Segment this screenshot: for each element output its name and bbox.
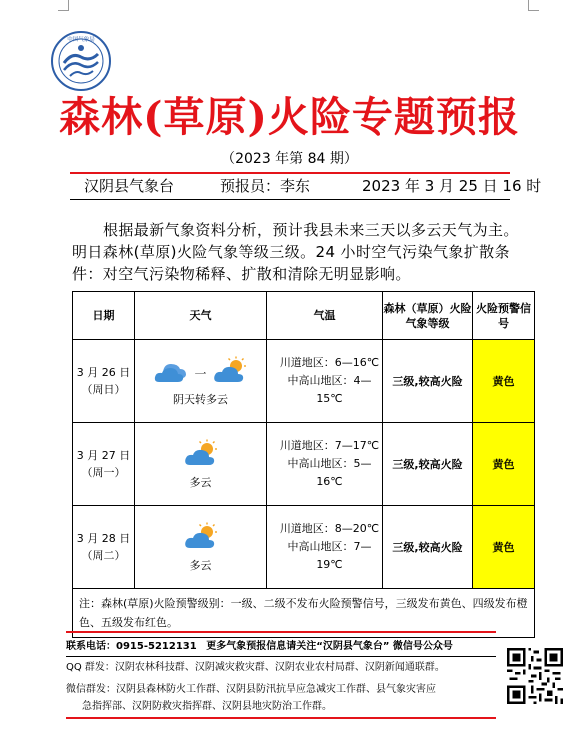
date-text: 3 月 27 日	[76, 449, 131, 462]
warning-signal: 黄色	[473, 506, 535, 589]
date-text: 3 月 28 日	[76, 532, 131, 545]
forecast-weather	[135, 340, 267, 423]
weather-text: 多云	[189, 475, 212, 489]
follow-notice: 更多气象预报信息请关注“汉阴县气象台” 微信号公众号	[206, 641, 453, 652]
forecast-date	[73, 423, 135, 506]
partly-cloudy-icon	[213, 356, 247, 384]
cma-logo	[50, 30, 112, 92]
weather-icons	[154, 356, 246, 384]
weekday-text: （周二）	[81, 549, 126, 562]
forecast-date	[73, 506, 135, 589]
fire-risk-level: 三级,较高火险	[383, 506, 473, 589]
table-row	[73, 423, 535, 506]
weather-text: 多云	[189, 558, 212, 572]
temp-mountain: 中高山地区：5—16℃	[287, 457, 372, 488]
weather-text: 阴天转多云	[173, 392, 228, 406]
footer-contact	[66, 640, 453, 654]
crop-mark-left	[58, 0, 69, 11]
forecast-weather	[135, 423, 267, 506]
issue-number: （2023 年第 84 期）	[221, 151, 358, 167]
fire-risk-level: 三级,较高火险	[383, 340, 473, 423]
overcast-icon	[154, 356, 188, 384]
forecast-table	[72, 291, 535, 638]
issue-datetime: 2023 年 3 月 25 日 16 时	[362, 177, 542, 195]
weekday-text: （周一）	[81, 466, 126, 479]
forecaster-label	[220, 176, 310, 196]
header-rule-bottom	[70, 199, 510, 200]
temp-valley: 川道地区：8—20℃	[279, 522, 380, 535]
forecast-weather	[135, 506, 267, 589]
forecast-date	[73, 340, 135, 423]
svg-text:中国气象局: 中国气象局	[67, 37, 95, 43]
forecaster-label-text: 预报员：	[220, 177, 281, 195]
partly-cloudy-icon	[184, 522, 218, 550]
header-signal: 火险预警信号	[473, 292, 535, 340]
weekday-text: （周日）	[81, 383, 126, 396]
forecaster-name: 李东	[280, 177, 311, 195]
header-risk: 森林（草原）火险气象等级	[383, 292, 473, 340]
header-rule-top	[70, 172, 510, 174]
contact-phone: 0915-5212131	[116, 641, 197, 652]
temp-valley: 川道地区：6—16℃	[279, 356, 380, 369]
warning-signal: 黄色	[473, 340, 535, 423]
table-note: 注：森林(草原)火险预警级别：一级、二级不发布火险预警信号，三级发布黄色、四级发布橙色、五级发布红色。	[73, 589, 535, 638]
header-date: 日期	[73, 292, 135, 340]
footer-rule-mid	[66, 656, 496, 657]
table-row	[73, 506, 535, 589]
table-row	[73, 340, 535, 423]
weather-icons	[184, 439, 218, 467]
wechat-groups-line1: 微信群发：汉阴县森林防火工作群、汉阴县防汛抗旱应急减灾工作群、县气象灾害应	[66, 684, 436, 695]
warning-signal: 黄色	[473, 423, 535, 506]
weather-transition: 一	[194, 367, 207, 381]
header-temp: 气温	[267, 292, 383, 340]
date-text: 3 月 26 日	[76, 366, 131, 379]
forecast-temp	[267, 423, 383, 506]
qq-groups: QQ 群发：汉阴农林科技群、汉阴减灾救灾群、汉阴农业农村局群、汉阴新闻通联群。	[66, 662, 445, 673]
temp-valley: 川道地区：7—17℃	[279, 439, 380, 452]
footer-rule-top	[66, 631, 496, 633]
header-weather: 天气	[135, 292, 267, 340]
forecast-temp	[267, 340, 383, 423]
footer-rule-bottom	[66, 717, 496, 719]
forecast-temp	[267, 506, 383, 589]
temp-mountain: 中高山地区：4—15℃	[287, 374, 372, 405]
temp-mountain: 中高山地区：7—19℃	[287, 540, 372, 571]
fire-risk-level: 三级,较高火险	[383, 423, 473, 506]
forecast-summary: 根据最新气象资料分析，预计我县未来三天以多云天气为主。明日森林(草原)火险气象等级三级。24 小时空气污染气象扩散条件：对空气污染物稀释、扩散和清除无明显影响。	[72, 221, 519, 283]
wechat-groups-line2: 急指挥部、汉阴防救灾指挥群、汉阴县地灾防治工作群。	[82, 701, 332, 712]
crop-mark-right	[528, 0, 539, 11]
qr-code[interactable]	[507, 648, 563, 704]
weather-icons	[184, 522, 218, 550]
report-title: 森林(草原)火险专题预报	[59, 93, 520, 141]
contact-label: 联系电话：	[66, 641, 116, 652]
partly-cloudy-icon	[184, 439, 218, 467]
office-name: 汉阴县气象台	[84, 177, 175, 195]
